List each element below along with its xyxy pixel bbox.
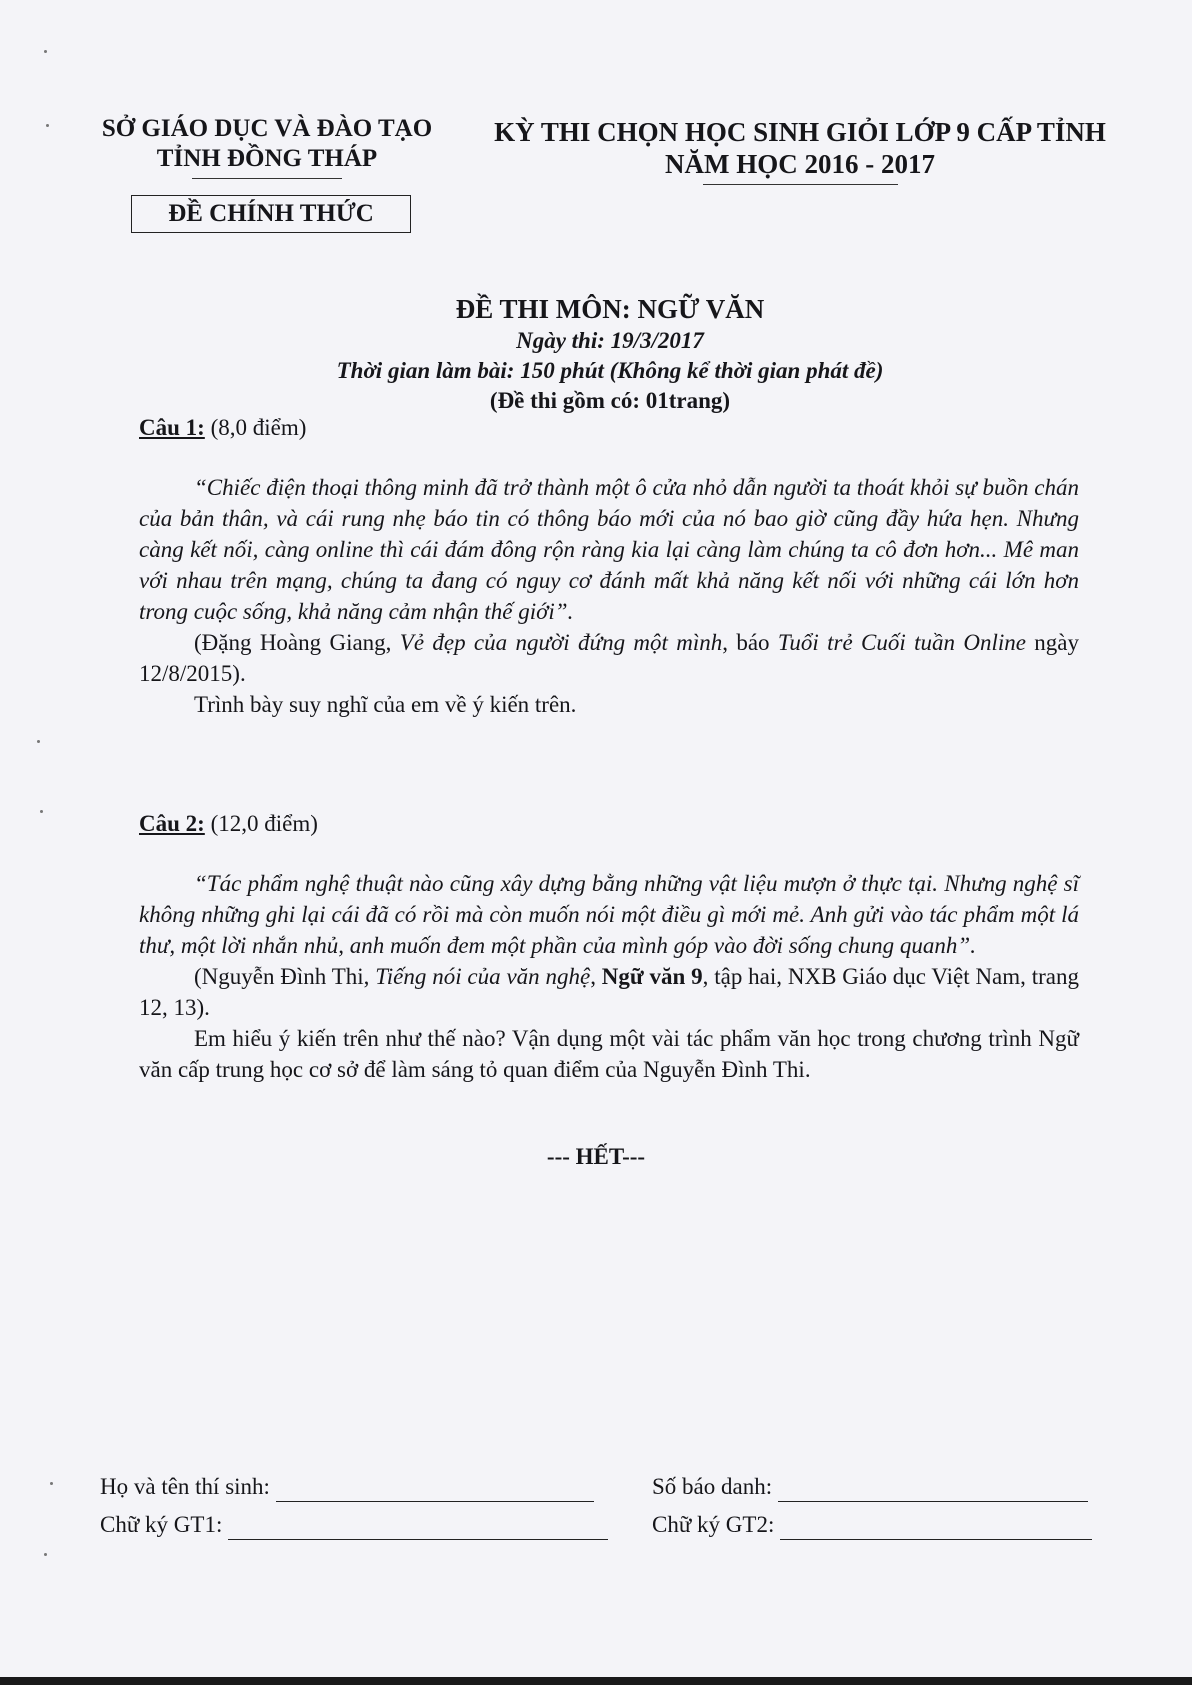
candidate-name-label: Họ và tên thí sinh: xyxy=(100,1474,270,1499)
gt2-signature-label: Chữ ký GT2: xyxy=(652,1512,775,1537)
source-publication: Tuổi trẻ Cuối tuần Online xyxy=(777,630,1026,655)
issuing-authority xyxy=(92,114,442,179)
question-1-points: (8,0 điểm) xyxy=(204,415,307,440)
scan-speck xyxy=(46,124,49,127)
gt1-signature-row xyxy=(100,1510,608,1540)
question-2-label: Câu 2: xyxy=(139,811,205,836)
scan-speck xyxy=(44,50,47,53)
question-1-source xyxy=(139,627,1079,689)
source-date: ngày 12/8/2015). xyxy=(139,630,1079,686)
exam-date: Ngày thi: 19/3/2017 xyxy=(516,328,704,353)
scan-speck xyxy=(40,810,43,813)
question-1 xyxy=(139,412,1079,720)
candidate-number-row xyxy=(652,1472,1088,1502)
gt1-signature-label: Chữ ký GT1: xyxy=(100,1512,223,1537)
exam-duration: Thời gian làm bài: 150 phút (Không kể thời gian phát đề) xyxy=(336,358,884,383)
candidate-number-line[interactable] xyxy=(778,1475,1088,1502)
source-sep: , xyxy=(590,964,602,989)
exam-page-count: (Đề thi gồm có: 01trang) xyxy=(489,388,731,413)
question-2-points: (12,0 điểm) xyxy=(204,811,318,836)
candidate-name-row xyxy=(100,1472,594,1502)
source-book: Ngữ văn 9 xyxy=(601,964,703,989)
question-1-heading xyxy=(139,412,1079,443)
org-line-1: SỞ GIÁO DỤC VÀ ĐÀO TẠO xyxy=(101,115,433,142)
source-title: Vẻ đẹp của người đứng một mình xyxy=(399,630,723,655)
scan-speck xyxy=(50,1482,53,1485)
exam-line-2: NĂM HỌC 2016 - 2017 xyxy=(665,149,935,179)
header-divider xyxy=(192,178,342,179)
question-2-quote: “Tác phẩm nghệ thuật nào cũng xây dựng bằng những vật liệu mượn ở thực tại. Nhưng nghệ sĩ không những ghi lại cái đã có rồi mà còn muốn nói một điều gì mới mẻ. Anh gửi vào tác phẩm một lá thư, một lời nhắn nhủ, anh muốn đem một phần của mình góp vào đời sống chung quanh”. xyxy=(139,871,1079,958)
candidate-number-label: Số báo danh: xyxy=(652,1474,773,1499)
gt2-signature-line[interactable] xyxy=(780,1513,1092,1540)
scan-bottom-edge xyxy=(0,1677,1192,1685)
gt1-signature-line[interactable] xyxy=(228,1513,608,1540)
question-2-source xyxy=(139,961,1079,1023)
source-detail: , tập hai, NXB Giáo dục Việt Nam, trang 12, 13). xyxy=(139,964,1079,1020)
official-badge: ĐỀ CHÍNH THỨC xyxy=(131,195,411,233)
question-2-heading xyxy=(139,808,1079,839)
title-block xyxy=(260,292,960,416)
scan-speck xyxy=(44,1553,47,1556)
source-author: (Đặng Hoàng Giang, xyxy=(194,630,400,655)
question-1-task: Trình bày suy nghĩ của em về ý kiến trên. xyxy=(194,692,577,717)
org-line-2: TỈNH ĐỒNG THÁP xyxy=(156,145,378,172)
gt2-signature-row xyxy=(652,1510,1092,1540)
source-author: (Nguyễn Đình Thi, xyxy=(194,964,376,989)
question-2 xyxy=(139,808,1079,1085)
exam-subject: ĐỀ THI MÔN: NGỮ VĂN xyxy=(455,294,765,324)
candidate-name-line[interactable] xyxy=(276,1475,594,1502)
header-divider xyxy=(703,184,898,185)
source-sep: , báo xyxy=(722,630,778,655)
question-1-quote: “Chiếc điện thoại thông minh đã trở thành một ô cửa nhỏ dẫn người ta thoát khỏi sự buồn chán của bản thân, và cái rung nhẹ báo tin có thông báo mới của nó bao giờ cũng đầy hứa hẹn. Nhưng càng kết nối, càng online thì cái đám đông rộn ràng kia lại càng làm chúng ta cô đơn hơn... Mê man với nhau trên mạng, chúng ta đang có nguy cơ đánh mất khả năng kết nối với những cái lớn hơn trong cuộc sống, khả năng cảm nhận thế giới”. xyxy=(139,475,1079,624)
scan-speck xyxy=(37,740,40,743)
question-2-task: Em hiểu ý kiến trên như thế nào? Vận dụng một vài tác phẩm văn học trong chương trình Ngữ văn cấp trung học cơ sở để làm sáng tỏ quan điểm của Nguyễn Đình Thi. xyxy=(139,1026,1079,1082)
question-1-label: Câu 1: xyxy=(139,415,205,440)
exam-line-1: KỲ THI CHỌN HỌC SINH GIỎI LỚP 9 CẤP TỈNH xyxy=(494,117,1106,147)
source-title: Tiếng nói của văn nghệ xyxy=(375,964,591,989)
exam-heading xyxy=(460,116,1140,185)
end-mark: --- HẾT--- xyxy=(546,1144,646,1169)
